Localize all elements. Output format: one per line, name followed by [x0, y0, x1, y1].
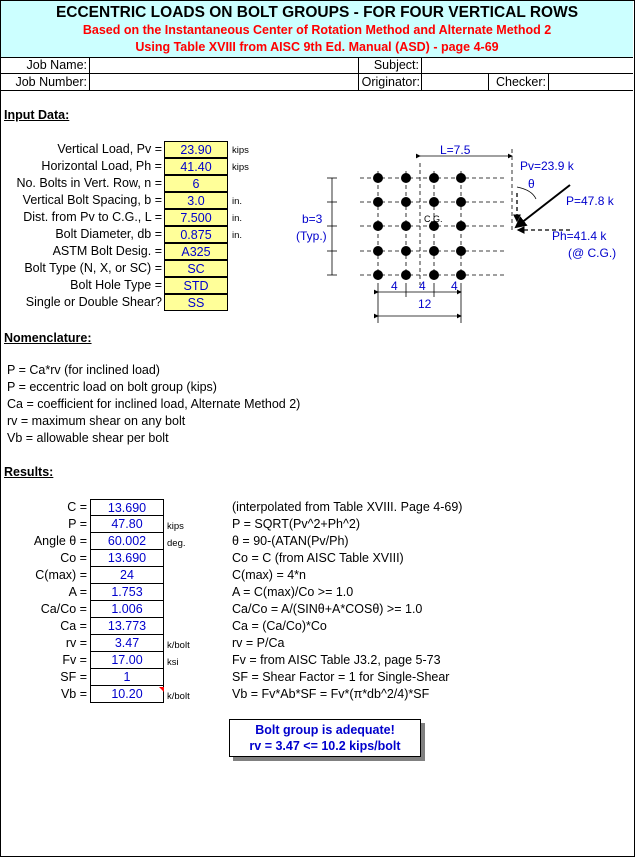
input-label-astm: ASTM Bolt Desig. =	[52, 244, 162, 258]
input-l-cell[interactable]: 7.500	[164, 209, 228, 226]
bolt-spacing-label-2: 4	[419, 279, 426, 293]
result-sf-note: SF = Shear Factor = 1 for Single-Shear	[232, 670, 450, 684]
load-arrows	[516, 185, 570, 230]
result-label-ca: Ca =	[60, 619, 87, 633]
input-label-pv: Vertical Load, Pv =	[57, 142, 162, 156]
input-label-b: Vertical Bolt Spacing, b =	[22, 193, 162, 207]
bolt	[456, 246, 466, 256]
p-resultant-arrow	[516, 185, 570, 227]
input-db-cell[interactable]: 0.875	[164, 226, 228, 243]
input-label-hole-type: Bolt Hole Type =	[70, 278, 162, 292]
nomenclature-line: Vb = allowable shear per bolt	[7, 431, 169, 445]
cg-note-label: (@ C.G.)	[568, 246, 617, 260]
input-hole-type-cell[interactable]: STD	[164, 277, 228, 294]
bolt	[373, 221, 383, 231]
originator-label: Originator:	[361, 75, 420, 89]
originator-field[interactable]	[422, 74, 488, 90]
nomenclature-line: P = eccentric load on bolt group (kips)	[7, 380, 217, 394]
bolt	[429, 270, 439, 280]
checker-label: Checker:	[495, 75, 546, 89]
page-title: ECCENTRIC LOADS ON BOLT GROUPS - FOR FOUR VERTICAL ROWS	[55, 4, 579, 21]
result-p-cell[interactable]: 47.80	[90, 516, 164, 533]
input-l-unit: in.	[232, 213, 243, 224]
bolt	[373, 197, 383, 207]
subject-label: Subject:	[373, 58, 419, 72]
result-p-unit: kips	[167, 521, 184, 532]
input-label-l: Dist. from Pv to C.G., L =	[23, 210, 162, 224]
p-resultant-label: P=47.8 k	[566, 194, 614, 208]
result-cmax-note: C(max) = 4*n	[232, 568, 306, 582]
result-a-cell[interactable]: 1.753	[90, 584, 164, 601]
bolt	[373, 246, 383, 256]
checker-field[interactable]	[549, 74, 632, 90]
input-label-n: No. Bolts in Vert. Row, n =	[16, 176, 162, 190]
result-rv-note: rv = P/Ca	[232, 636, 285, 650]
result-ca-note: Ca = (Ca/Co)*Co	[232, 619, 327, 633]
adequacy-check: rv = 3.47 <= 10.2 kips/bolt	[249, 739, 401, 753]
theta-label: θ	[528, 177, 535, 191]
bolt	[429, 197, 439, 207]
job-number-field[interactable]	[90, 74, 358, 90]
result-label-a: A =	[68, 585, 87, 599]
result-sf-cell[interactable]: 1	[90, 669, 164, 686]
page-subtitle-reference: Using Table XVIII from AISC 9th Ed. Manual (ASD) - page 4-69	[135, 40, 499, 54]
subject-field[interactable]	[422, 57, 632, 73]
result-label-angle: Angle θ =	[33, 534, 87, 548]
input-n-cell[interactable]: 6	[164, 175, 228, 192]
input-astm-cell[interactable]: A325	[164, 243, 228, 260]
input-label-db: Bolt Diameter, db =	[55, 227, 162, 241]
bolt	[401, 173, 411, 183]
result-rv-unit: k/bolt	[167, 640, 190, 651]
bolt	[429, 173, 439, 183]
result-vb-note: Vb = Fv*Ab*SF = Fv*(π*db^2/4)*SF	[232, 687, 430, 701]
result-cmax-cell[interactable]: 24	[90, 567, 164, 584]
input-label-shear: Single or Double Shear?	[25, 295, 162, 309]
bolt	[401, 221, 411, 231]
bolt	[373, 173, 383, 183]
pv-label: Pv=23.9 k	[520, 159, 574, 173]
ph-label: Ph=41.4 k	[552, 229, 607, 243]
input-b-cell[interactable]: 3.0	[164, 192, 228, 209]
result-vb-cell[interactable]: 10.20	[90, 686, 164, 703]
title-banner	[1, 1, 633, 58]
adequacy-result-box	[229, 719, 421, 757]
checker-divider	[488, 73, 489, 90]
input-label-ph: Horizontal Load, Ph =	[41, 159, 162, 173]
bolt	[456, 197, 466, 207]
result-co-cell[interactable]: 13.690	[90, 550, 164, 567]
result-co-note: Co = C (from AISC Table XVIII)	[232, 551, 404, 565]
l-dimension-label: L=7.5	[440, 143, 471, 157]
bolt	[401, 270, 411, 280]
nomenclature-line: P = Ca*rv (for inclined load)	[7, 363, 160, 377]
result-label-c: C =	[67, 500, 87, 514]
bolt	[456, 221, 466, 231]
input-label-bolt-type: Bolt Type (N, X, or SC) =	[24, 261, 162, 275]
adequacy-status: Bolt group is adequate!	[255, 723, 395, 737]
result-label-ca-co: Ca/Co =	[40, 602, 87, 616]
result-label-p: P =	[68, 517, 87, 531]
job-name-label: Job Name:	[26, 58, 87, 72]
bolt-spacing-label-3: 4	[451, 279, 458, 293]
input-data-heading: Input Data:	[4, 108, 70, 122]
result-a-note: A = C(max)/Co >= 1.0	[232, 585, 354, 599]
typical-label: (Typ.)	[296, 229, 327, 243]
result-label-rv: rv =	[65, 636, 87, 650]
bolt	[456, 173, 466, 183]
result-label-fv: Fv =	[62, 653, 87, 667]
cg-label: C.G.	[424, 214, 443, 224]
bolt	[401, 246, 411, 256]
input-bolt-type-cell[interactable]: SC	[164, 260, 228, 277]
result-fv-cell[interactable]: 17.00	[90, 652, 164, 669]
result-angle-unit: deg.	[167, 538, 186, 549]
result-c-cell[interactable]: 13.690	[90, 499, 164, 516]
result-rv-cell[interactable]: 3.47	[90, 635, 164, 652]
input-shear-cell[interactable]: SS	[164, 294, 228, 311]
nomenclature-heading: Nomenclature:	[4, 331, 92, 345]
input-ph-unit: kips	[232, 162, 249, 173]
result-fv-note: Fv = from AISC Table J3.2, page 5-73	[232, 653, 441, 667]
result-ca-cell[interactable]: 13.773	[90, 618, 164, 635]
result-angle-note: θ = 90-(ATAN(Pv/Ph)	[232, 534, 349, 548]
input-pv-unit: kips	[232, 145, 249, 156]
input-b-unit: in.	[232, 196, 243, 207]
b-spacing-label: b=3	[302, 212, 323, 226]
result-label-sf: SF =	[60, 670, 87, 684]
job-block-bottom	[1, 90, 633, 91]
result-label-co: Co =	[60, 551, 87, 565]
input-pv-cell[interactable]: 23.90	[164, 141, 228, 158]
page-subtitle-method: Based on the Instantaneous Center of Rotation Method and Alternate Method 2	[82, 23, 552, 37]
results-heading: Results:	[4, 465, 54, 479]
result-p-note: P = SQRT(Pv^2+Ph^2)	[232, 517, 360, 531]
result-c-note: (interpolated from Table XVIII. Page 4-69)	[232, 500, 463, 514]
bolt	[401, 197, 411, 207]
job-name-field[interactable]	[90, 57, 358, 73]
result-ca-co-cell[interactable]: 1.006	[90, 601, 164, 618]
nomenclature-line: Ca = coefficient for inclined load, Alternate Method 2)	[7, 397, 301, 411]
result-vb-unit: k/bolt	[167, 691, 190, 702]
input-ph-cell[interactable]: 41.40	[164, 158, 228, 175]
result-fv-unit: ksi	[167, 657, 179, 668]
comment-indicator-icon[interactable]	[159, 687, 164, 692]
bolt	[429, 246, 439, 256]
result-ca-co-note: Ca/Co = A/(SINθ+A*COSθ) >= 1.0	[232, 602, 423, 616]
result-label-vb: Vb =	[60, 687, 87, 701]
bolt-spacing-label-1: 4	[391, 279, 398, 293]
input-db-unit: in.	[232, 230, 243, 241]
result-label-cmax: C(max) =	[35, 568, 87, 582]
bolt	[373, 270, 383, 280]
overall-width-label: 12	[418, 297, 432, 311]
job-number-label: Job Number:	[15, 75, 87, 89]
bolts	[373, 173, 466, 280]
nomenclature-line: rv = maximum shear on any bolt	[7, 414, 186, 428]
result-angle-cell[interactable]: 60.002	[90, 533, 164, 550]
